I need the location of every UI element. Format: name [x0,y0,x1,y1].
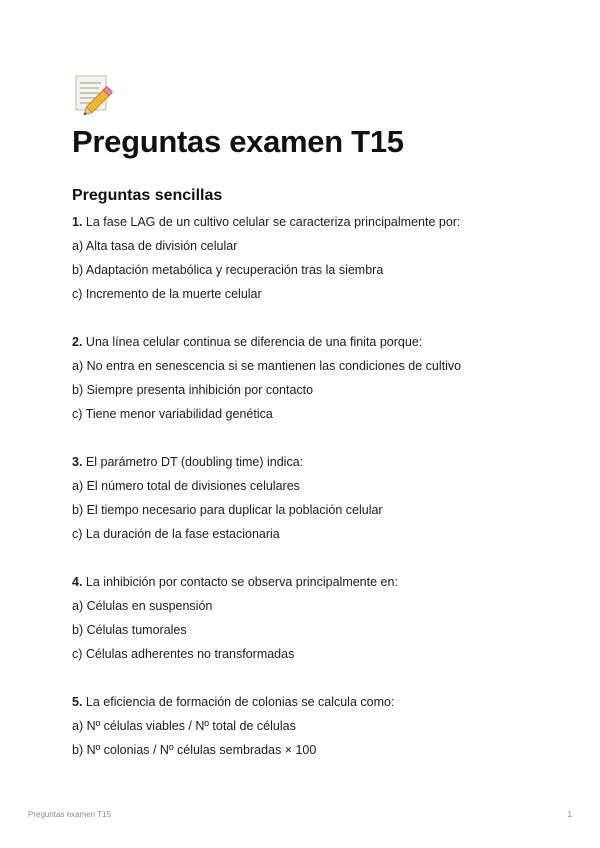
memo-pencil-icon [73,72,117,116]
question-text: El parámetro DT (doubling time) indica: [82,455,304,469]
answer-option: b) El tiempo necesario para duplicar la población celular [72,503,383,517]
question-text: Una línea celular continua se diferencia de una finita porque: [82,335,423,349]
question-number: 5. [72,695,83,709]
question-stem [72,570,542,594]
answer-option: a) Nº células viables / Nº total de células [72,719,296,733]
question-number: 1. [72,215,83,229]
answer-option: b) Siempre presenta inhibición por contacto [72,383,314,397]
question-block [72,450,542,546]
question-number: 2. [72,335,83,349]
question-number: 3. [72,455,83,469]
answer-option: b) Nº colonias / Nº células sembradas × 100 [72,743,317,757]
question-block [72,690,542,762]
answer-option: c) Células adherentes no transformadas [72,647,295,661]
question-text: La eficiencia de formación de colonias se calcula como: [82,695,395,709]
footer-page-number: 1 [567,810,572,819]
page-title: Preguntas examen T15 [72,124,404,159]
answer-option: b) Adaptación metabólica y recuperación tras la siembra [72,263,384,277]
answer-option: a) Células en suspensión [72,599,213,613]
question-stem [72,450,542,474]
question-block [72,570,542,666]
answer-option: c) La duración de la fase estacionaria [72,527,280,541]
answer-option: b) Células tumorales [72,623,187,637]
question-block [72,210,542,306]
question-stem [72,690,542,714]
answer-option: c) Tiene menor variabilidad genética [72,407,273,421]
question-text: La inhibición por contacto se observa principalmente en: [82,575,398,589]
answer-option: a) Alta tasa de división celular [72,239,238,253]
question-text: La fase LAG de un cultivo celular se caracteriza principalmente por: [82,215,461,229]
section-heading: Preguntas sencillas [72,187,223,204]
question-stem [72,210,542,234]
answer-option: c) Incremento de la muerte celular [72,287,262,301]
question-stem [72,330,542,354]
question-number: 4. [72,575,83,589]
question-block [72,330,542,426]
question-list [72,210,542,786]
answer-option: a) El número total de divisiones celulares [72,479,300,493]
footer-document-name: Preguntas examen T15 [28,810,112,819]
answer-option: a) No entra en senescencia si se mantienen las condiciones de cultivo [72,359,462,373]
